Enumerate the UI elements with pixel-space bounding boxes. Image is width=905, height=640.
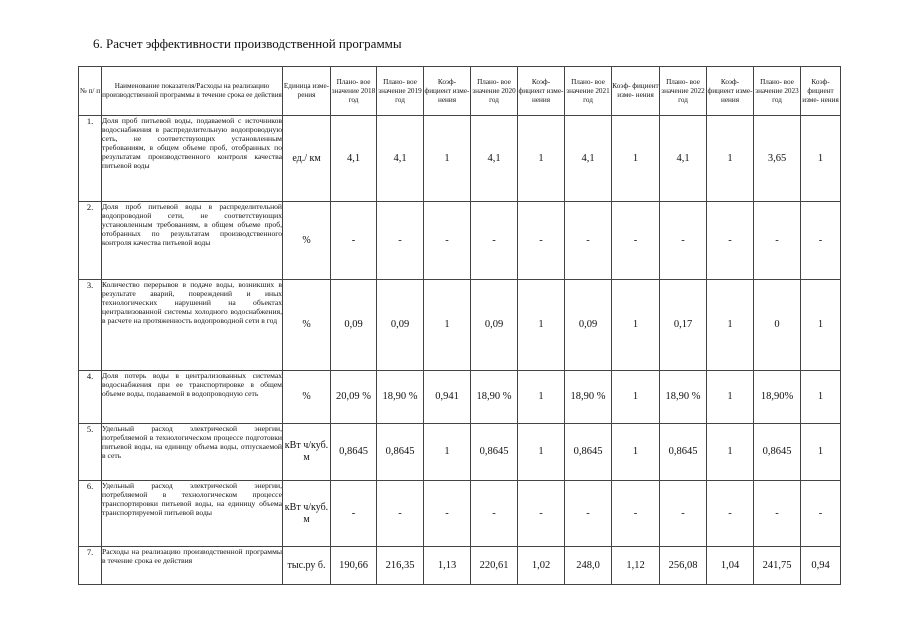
coefficient-cell: 1 [518,371,565,424]
plan-value-cell: 241,75 [754,547,801,585]
efficiency-table [78,66,841,585]
coefficient-cell: 1 [518,116,565,202]
plan-value-cell: 190,66 [331,547,377,585]
header-plan-2020: Плано- вое значение 2020 год [471,67,518,116]
header-coef-2021: Коэф- фициент изме- нения [612,67,660,116]
coefficient-cell: 1 [801,371,841,424]
unit-cell: кВт ч/куб. м [283,424,331,481]
plan-value-cell: 4,1 [660,116,707,202]
unit-cell: тыс.ру б. [283,547,331,585]
coefficient-cell: 1 [707,424,754,481]
unit-cell: ед./ км [283,116,331,202]
plan-value-cell: 20,09 % [331,371,377,424]
table-row [79,424,841,481]
plan-value-cell: 256,08 [660,547,707,585]
coefficient-cell: 1,12 [612,547,660,585]
plan-value-cell: 0,09 [565,280,612,371]
coefficient-cell: 1 [707,116,754,202]
coefficient-cell: 1 [612,371,660,424]
coefficient-cell: 1 [424,424,471,481]
plan-value-cell: 0,8645 [660,424,707,481]
coefficient-cell: - [424,481,471,547]
indicator-name: Доля проб питьевой воды, подаваемой с источников водоснабжения в распределительную водопроводную сеть, не соответствующих установленным требованиям, в общем объеме проб, отобранных по результатам производственного контроля качества питьевой воды [102,116,283,202]
plan-value-cell: 3,65 [754,116,801,202]
plan-value-cell: 0,09 [471,280,518,371]
plan-value-cell: 0,8645 [754,424,801,481]
plan-value-cell: 0 [754,280,801,371]
header-number: № п/ п [79,67,102,116]
header-coef-2023: Коэф- фициент изме- нения [801,67,841,116]
table-row [79,547,841,585]
row-number: 3. [79,280,102,371]
coefficient-cell: 1 [612,280,660,371]
header-unit: Единица изме- рения [283,67,331,116]
unit-cell: % [283,280,331,371]
plan-value-cell: - [565,481,612,547]
plan-value-cell: 4,1 [331,116,377,202]
unit-cell: % [283,371,331,424]
row-number: 4. [79,371,102,424]
coefficient-cell: 0,941 [424,371,471,424]
coefficient-cell: 1,02 [518,547,565,585]
plan-value-cell: 248,0 [565,547,612,585]
indicator-name: Удельный расход электрической энергии, потребляемой в технологическом процессе подготовки питьевой воды, на единицу объема воды, отпускаемой в сеть [102,424,283,481]
coefficient-cell: 1,13 [424,547,471,585]
header-coef-2020: Коэф- фициент изме- нения [518,67,565,116]
plan-value-cell: 0,09 [331,280,377,371]
plan-value-cell: 0,09 [377,280,424,371]
coefficient-cell: - [612,481,660,547]
header-plan-2022: Плано- вое значение 2022 год [660,67,707,116]
plan-value-cell: 0,8645 [565,424,612,481]
plan-value-cell: 0,17 [660,280,707,371]
plan-value-cell: - [660,481,707,547]
indicator-name: Доля потерь воды в централизованных системах водоснабжения при ее транспортировке в общем объеме воды, подаваемой в водопроводную сеть [102,371,283,424]
coefficient-cell: 1 [518,280,565,371]
plan-value-cell: - [331,481,377,547]
table-header-row [79,67,841,116]
coefficient-cell: 1 [424,116,471,202]
plan-value-cell: - [377,202,424,280]
header-plan-2023: Плано- вое значение 2023 год [754,67,801,116]
coefficient-cell: - [707,202,754,280]
indicator-name: Расходы на реализацию производственной программы в течение срока ее действия [102,547,283,585]
plan-value-cell: 18,90 % [565,371,612,424]
plan-value-cell: 4,1 [471,116,518,202]
plan-value-cell: - [660,202,707,280]
header-plan-2019: Плано- вое значение 2019 год [377,67,424,116]
plan-value-cell: 0,8645 [377,424,424,481]
table-row [79,481,841,547]
coefficient-cell: 0,94 [801,547,841,585]
coefficient-cell: - [518,481,565,547]
plan-value-cell: 0,8645 [331,424,377,481]
header-plan-2021: Плано- вое значение 2021 год [565,67,612,116]
indicator-name: Доля проб питьевой воды в распределительной водопроводной сети, не соответствующих установленным требованиям, в общем объеме проб, отобранных по результатам производственного контроля качества питьевой воды [102,202,283,280]
coefficient-cell: 1 [518,424,565,481]
coefficient-cell: 1 [424,280,471,371]
table-row [79,202,841,280]
coefficient-cell: 1 [801,280,841,371]
plan-value-cell: - [471,202,518,280]
header-plan-2018: Плано- вое значение 2018 год [331,67,377,116]
indicator-name: Количество перерывов в подаче воды, возникших в результате аварий, повреждений и иных технологических нарушений на объектах централизованной системы холодного водоснабжения, в расчете на протяженность водопроводной сети в год [102,280,283,371]
table-row [79,371,841,424]
table-row [79,116,841,202]
header-coef-2022: Коэф- фициент изме- нения [707,67,754,116]
plan-value-cell: - [565,202,612,280]
coefficient-cell: 1 [801,424,841,481]
coefficient-cell: 1 [707,280,754,371]
coefficient-cell: - [801,202,841,280]
plan-value-cell: - [331,202,377,280]
plan-value-cell: 4,1 [565,116,612,202]
plan-value-cell: - [471,481,518,547]
row-number: 5. [79,424,102,481]
indicator-name: Удельный расход электрической энергии, потребляемой в технологическом процессе транспортировки питьевой воды, на единицу объема транспортируемой питьевой воды [102,481,283,547]
plan-value-cell: 18,90 % [471,371,518,424]
row-number: 6. [79,481,102,547]
coefficient-cell: 1 [612,116,660,202]
row-number: 2. [79,202,102,280]
row-number: 1. [79,116,102,202]
coefficient-cell: 1 [612,424,660,481]
row-number: 7. [79,547,102,585]
plan-value-cell: 18,90 % [660,371,707,424]
table-row [79,280,841,371]
coefficient-cell: - [612,202,660,280]
section-title: 6. Расчет эффективности производственной программы [93,36,402,51]
unit-cell: % [283,202,331,280]
plan-value-cell: 18,90% [754,371,801,424]
coefficient-cell: - [424,202,471,280]
plan-value-cell: 216,35 [377,547,424,585]
plan-value-cell: 18,90 % [377,371,424,424]
header-coef-2019: Коэф- фициент изме- нения [424,67,471,116]
plan-value-cell: - [754,481,801,547]
coefficient-cell: 1,04 [707,547,754,585]
header-indicator-name: Наименование показателя/Расходы на реализацию производственной программы в течение срока ее действия [102,67,283,116]
plan-value-cell: 4,1 [377,116,424,202]
unit-cell: кВт ч/куб. м [283,481,331,547]
coefficient-cell: - [707,481,754,547]
coefficient-cell: - [801,481,841,547]
coefficient-cell: 1 [801,116,841,202]
plan-value-cell: - [754,202,801,280]
coefficient-cell: - [518,202,565,280]
plan-value-cell: 220,61 [471,547,518,585]
coefficient-cell: 1 [707,371,754,424]
plan-value-cell: 0,8645 [471,424,518,481]
plan-value-cell: - [377,481,424,547]
